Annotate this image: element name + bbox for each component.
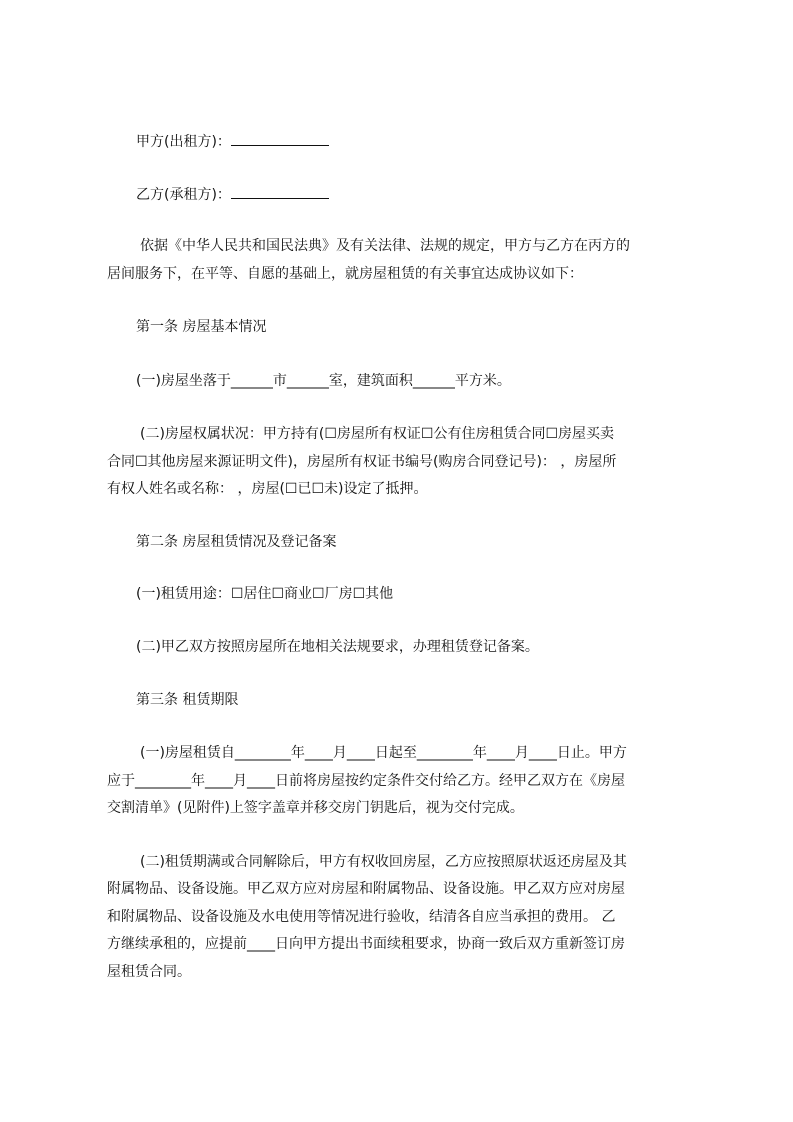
article-3-clause-1-line-3: 交割清单》(见附件)上签字盖章并移交房门钥匙后，视为交付完成。 [107, 800, 524, 816]
preamble-line-1: 依据《中华人民共和国民法典》及有关法律、法规的规定，甲方与乙方在丙方的 [140, 238, 630, 254]
article-2-clause-1-line-1: (一)租赁用途：☐居住☐商业☐厂房☐其他 [136, 586, 394, 602]
article-1-title: 第一条 房屋基本情况 [136, 319, 267, 335]
article-1-clause-1-line-1: (一)房屋坐落于______市______室，建筑面积______平方米。 [136, 373, 511, 389]
article-2-clause-2-line-1: (二)甲乙双方按照房屋所在地相关法规要求，办理租赁登记备案。 [136, 639, 539, 655]
article-1-clause-2-line-3: 有权人姓名或名称： ，房屋(☐已☐未)设定了抵押。 [107, 481, 428, 497]
party-b-line [136, 184, 329, 205]
article-3-clause-1-line-1: (一)房屋租赁自________年____月____日起至________年____月____日止。甲方 [140, 745, 627, 761]
article-1-clause-2-line-1: (二)房屋权属状况：甲方持有(☐房屋所有权证☐公有住房租赁合同☐房屋买卖 [140, 426, 615, 442]
article-3-clause-2-line-5: 屋租赁合同。 [107, 964, 191, 980]
article-3-clause-2-line-4: 方继续承租的，应提前____日向甲方提出书面续租要求，协商一致后双方重新签订房 [107, 936, 625, 952]
article-3-clause-2-line-2: 附属物品、设备设施。甲乙双方应对房屋和附属物品、设备设施。甲乙双方应对房屋 [107, 881, 625, 897]
article-3-clause-1-line-2: 应于________年____月____日前将房屋按约定条件交付给乙方。经甲乙双方在《房屋 [107, 773, 625, 789]
article-3-title: 第三条 租赁期限 [136, 692, 239, 708]
article-2-title: 第二条 房屋租赁情况及登记备案 [136, 534, 337, 550]
article-1-clause-2-line-2: 合同☐其他房屋来源证明文件)，房屋所有权证书编号(购房合同登记号)： ，房屋所 [107, 454, 617, 470]
party-a-line [136, 131, 329, 152]
article-3-clause-2-line-1: (二)租赁期满或合同解除后，甲方有权收回房屋，乙方应按照原状返还房屋及其 [140, 854, 627, 870]
party-a-blank [231, 131, 329, 146]
preamble-line-2: 居间服务下，在平等、自愿的基础上，就房屋租赁的有关事宜达成协议如下： [107, 266, 583, 282]
article-3-clause-2-line-3: 和附属物品、设备设施及水电使用等情况进行验收，结清各自应当承担的费用。 乙 [107, 909, 616, 925]
party-b-blank [231, 184, 329, 199]
party-a-label: 甲方(出租方)： [136, 134, 231, 150]
party-b-label: 乙方(承租方)： [136, 187, 231, 203]
